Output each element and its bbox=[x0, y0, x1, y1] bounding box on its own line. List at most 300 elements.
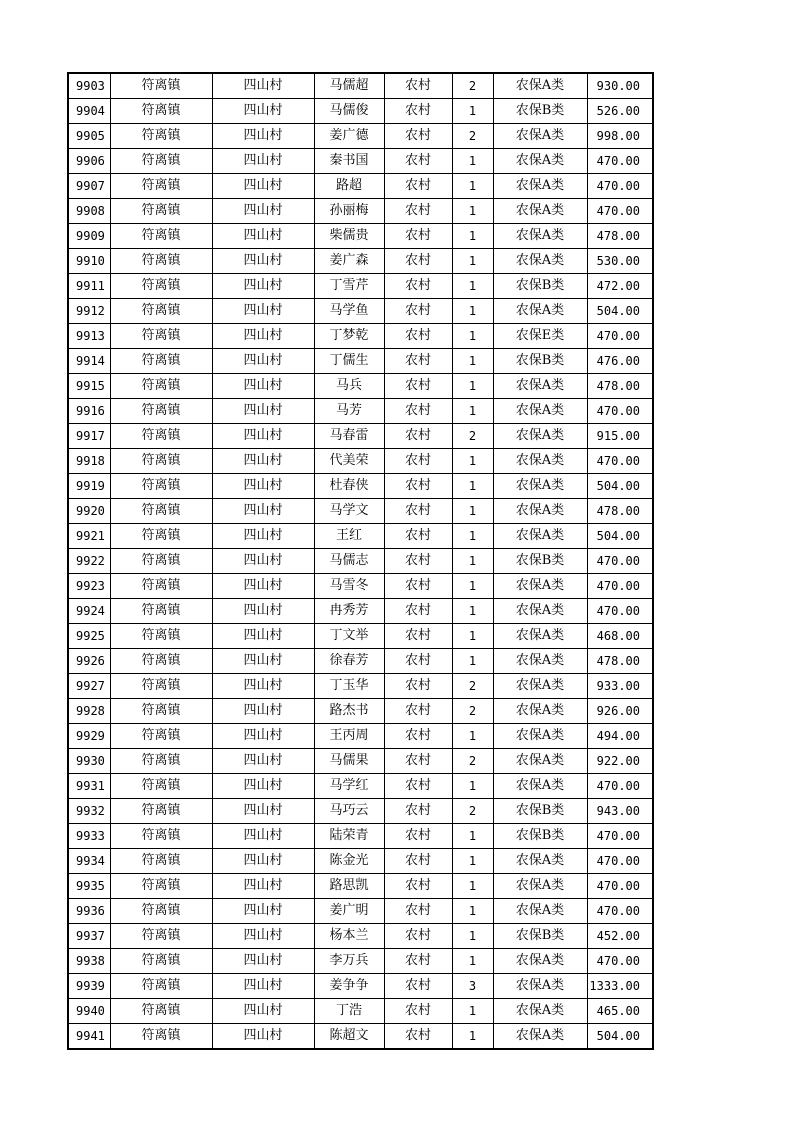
cell-name: 马儒果 bbox=[314, 749, 384, 774]
cell-town: 符离镇 bbox=[110, 1024, 212, 1050]
cell-village: 四山村 bbox=[212, 549, 314, 574]
cell-name: 马春雷 bbox=[314, 424, 384, 449]
table-row bbox=[68, 574, 653, 599]
cell-id: 9923 bbox=[68, 574, 110, 599]
cell-category: 农保B类 bbox=[493, 924, 587, 949]
cell-village: 四山村 bbox=[212, 699, 314, 724]
cell-id: 9918 bbox=[68, 449, 110, 474]
cell-town: 符离镇 bbox=[110, 749, 212, 774]
cell-amount: 504.00 bbox=[587, 474, 653, 499]
cell-count: 1 bbox=[452, 599, 493, 624]
table-row bbox=[68, 599, 653, 624]
cell-name: 徐春芳 bbox=[314, 649, 384, 674]
cell-id: 9915 bbox=[68, 374, 110, 399]
table-row bbox=[68, 524, 653, 549]
cell-id: 9920 bbox=[68, 499, 110, 524]
cell-id: 9908 bbox=[68, 199, 110, 224]
cell-count: 1 bbox=[452, 724, 493, 749]
cell-town: 符离镇 bbox=[110, 324, 212, 349]
cell-amount: 926.00 bbox=[587, 699, 653, 724]
cell-category: 农保B类 bbox=[493, 349, 587, 374]
cell-area: 农村 bbox=[384, 149, 452, 174]
cell-count: 1 bbox=[452, 849, 493, 874]
cell-town: 符离镇 bbox=[110, 499, 212, 524]
cell-village: 四山村 bbox=[212, 924, 314, 949]
table-row bbox=[68, 699, 653, 724]
cell-category: 农保A类 bbox=[493, 899, 587, 924]
table-row bbox=[68, 949, 653, 974]
cell-area: 农村 bbox=[384, 249, 452, 274]
cell-town: 符离镇 bbox=[110, 249, 212, 274]
table-row bbox=[68, 374, 653, 399]
cell-town: 符离镇 bbox=[110, 824, 212, 849]
cell-id: 9929 bbox=[68, 724, 110, 749]
cell-amount: 470.00 bbox=[587, 949, 653, 974]
cell-count: 3 bbox=[452, 974, 493, 999]
cell-id: 9938 bbox=[68, 949, 110, 974]
cell-village: 四山村 bbox=[212, 274, 314, 299]
cell-name: 马儒超 bbox=[314, 73, 384, 99]
cell-amount: 476.00 bbox=[587, 349, 653, 374]
cell-area: 农村 bbox=[384, 674, 452, 699]
cell-area: 农村 bbox=[384, 724, 452, 749]
cell-name: 李万兵 bbox=[314, 949, 384, 974]
cell-town: 符离镇 bbox=[110, 574, 212, 599]
cell-village: 四山村 bbox=[212, 73, 314, 99]
cell-village: 四山村 bbox=[212, 849, 314, 874]
cell-amount: 922.00 bbox=[587, 749, 653, 774]
table-row bbox=[68, 849, 653, 874]
cell-area: 农村 bbox=[384, 424, 452, 449]
cell-village: 四山村 bbox=[212, 1024, 314, 1050]
cell-amount: 530.00 bbox=[587, 249, 653, 274]
table-row bbox=[68, 249, 653, 274]
cell-category: 农保A类 bbox=[493, 449, 587, 474]
cell-area: 农村 bbox=[384, 974, 452, 999]
cell-village: 四山村 bbox=[212, 599, 314, 624]
cell-area: 农村 bbox=[384, 349, 452, 374]
cell-town: 符离镇 bbox=[110, 399, 212, 424]
cell-village: 四山村 bbox=[212, 824, 314, 849]
cell-name: 陈超文 bbox=[314, 1024, 384, 1050]
cell-amount: 915.00 bbox=[587, 424, 653, 449]
cell-count: 1 bbox=[452, 499, 493, 524]
cell-id: 9914 bbox=[68, 349, 110, 374]
cell-town: 符离镇 bbox=[110, 774, 212, 799]
cell-name: 丁玉华 bbox=[314, 674, 384, 699]
cell-amount: 470.00 bbox=[587, 774, 653, 799]
cell-category: 农保A类 bbox=[493, 73, 587, 99]
cell-area: 农村 bbox=[384, 474, 452, 499]
cell-village: 四山村 bbox=[212, 424, 314, 449]
cell-count: 2 bbox=[452, 749, 493, 774]
cell-village: 四山村 bbox=[212, 799, 314, 824]
cell-name: 马学文 bbox=[314, 499, 384, 524]
cell-area: 农村 bbox=[384, 274, 452, 299]
cell-id: 9932 bbox=[68, 799, 110, 824]
cell-amount: 478.00 bbox=[587, 649, 653, 674]
cell-count: 1 bbox=[452, 349, 493, 374]
cell-town: 符离镇 bbox=[110, 699, 212, 724]
cell-count: 1 bbox=[452, 174, 493, 199]
cell-name: 杨本兰 bbox=[314, 924, 384, 949]
cell-category: 农保A类 bbox=[493, 499, 587, 524]
cell-area: 农村 bbox=[384, 874, 452, 899]
table-row bbox=[68, 299, 653, 324]
cell-category: 农保A类 bbox=[493, 374, 587, 399]
cell-id: 9928 bbox=[68, 699, 110, 724]
cell-amount: 943.00 bbox=[587, 799, 653, 824]
cell-area: 农村 bbox=[384, 849, 452, 874]
cell-village: 四山村 bbox=[212, 574, 314, 599]
cell-name: 路杰书 bbox=[314, 699, 384, 724]
cell-area: 农村 bbox=[384, 299, 452, 324]
cell-category: 农保B类 bbox=[493, 274, 587, 299]
cell-id: 9926 bbox=[68, 649, 110, 674]
table-row bbox=[68, 124, 653, 149]
cell-area: 农村 bbox=[384, 324, 452, 349]
cell-category: 农保A类 bbox=[493, 674, 587, 699]
cell-count: 1 bbox=[452, 99, 493, 124]
cell-category: 农保A类 bbox=[493, 199, 587, 224]
cell-id: 9931 bbox=[68, 774, 110, 799]
cell-area: 农村 bbox=[384, 124, 452, 149]
table-row bbox=[68, 224, 653, 249]
cell-category: 农保B类 bbox=[493, 824, 587, 849]
cell-id: 9930 bbox=[68, 749, 110, 774]
cell-name: 丁儒生 bbox=[314, 349, 384, 374]
cell-count: 1 bbox=[452, 274, 493, 299]
cell-category: 农保A类 bbox=[493, 874, 587, 899]
cell-town: 符离镇 bbox=[110, 849, 212, 874]
cell-village: 四山村 bbox=[212, 124, 314, 149]
cell-id: 9934 bbox=[68, 849, 110, 874]
cell-area: 农村 bbox=[384, 949, 452, 974]
data-table bbox=[67, 72, 654, 1050]
cell-town: 符离镇 bbox=[110, 174, 212, 199]
cell-town: 符离镇 bbox=[110, 799, 212, 824]
cell-id: 9904 bbox=[68, 99, 110, 124]
cell-amount: 998.00 bbox=[587, 124, 653, 149]
cell-amount: 1333.00 bbox=[587, 974, 653, 999]
table-row bbox=[68, 73, 653, 99]
cell-id: 9909 bbox=[68, 224, 110, 249]
cell-name: 丁浩 bbox=[314, 999, 384, 1024]
cell-town: 符离镇 bbox=[110, 949, 212, 974]
cell-amount: 478.00 bbox=[587, 499, 653, 524]
cell-name: 马芳 bbox=[314, 399, 384, 424]
cell-name: 姜广森 bbox=[314, 249, 384, 274]
cell-count: 1 bbox=[452, 374, 493, 399]
cell-count: 1 bbox=[452, 874, 493, 899]
cell-category: 农保A类 bbox=[493, 849, 587, 874]
table-row bbox=[68, 999, 653, 1024]
cell-town: 符离镇 bbox=[110, 374, 212, 399]
cell-amount: 470.00 bbox=[587, 399, 653, 424]
table-row bbox=[68, 399, 653, 424]
table-row bbox=[68, 824, 653, 849]
cell-area: 农村 bbox=[384, 699, 452, 724]
cell-category: 农保A类 bbox=[493, 149, 587, 174]
cell-amount: 478.00 bbox=[587, 224, 653, 249]
cell-count: 2 bbox=[452, 73, 493, 99]
cell-count: 2 bbox=[452, 699, 493, 724]
cell-area: 农村 bbox=[384, 574, 452, 599]
cell-area: 农村 bbox=[384, 824, 452, 849]
cell-id: 9941 bbox=[68, 1024, 110, 1050]
cell-town: 符离镇 bbox=[110, 274, 212, 299]
cell-count: 1 bbox=[452, 474, 493, 499]
cell-category: 农保B类 bbox=[493, 799, 587, 824]
cell-name: 马雪冬 bbox=[314, 574, 384, 599]
table-row bbox=[68, 449, 653, 474]
table-row bbox=[68, 674, 653, 699]
cell-count: 1 bbox=[452, 299, 493, 324]
cell-category: 农保A类 bbox=[493, 574, 587, 599]
cell-area: 农村 bbox=[384, 1024, 452, 1050]
cell-village: 四山村 bbox=[212, 524, 314, 549]
cell-village: 四山村 bbox=[212, 749, 314, 774]
cell-name: 马巧云 bbox=[314, 799, 384, 824]
cell-category: 农保A类 bbox=[493, 974, 587, 999]
cell-name: 王红 bbox=[314, 524, 384, 549]
cell-category: 农保A类 bbox=[493, 424, 587, 449]
cell-name: 姜广德 bbox=[314, 124, 384, 149]
cell-area: 农村 bbox=[384, 524, 452, 549]
cell-village: 四山村 bbox=[212, 399, 314, 424]
cell-town: 符离镇 bbox=[110, 349, 212, 374]
cell-id: 9925 bbox=[68, 624, 110, 649]
cell-area: 农村 bbox=[384, 749, 452, 774]
cell-category: 农保A类 bbox=[493, 649, 587, 674]
cell-amount: 472.00 bbox=[587, 274, 653, 299]
cell-amount: 470.00 bbox=[587, 849, 653, 874]
cell-area: 农村 bbox=[384, 624, 452, 649]
cell-village: 四山村 bbox=[212, 174, 314, 199]
cell-area: 农村 bbox=[384, 499, 452, 524]
cell-town: 符离镇 bbox=[110, 674, 212, 699]
cell-category: 农保B类 bbox=[493, 549, 587, 574]
cell-category: 农保E类 bbox=[493, 324, 587, 349]
cell-id: 9935 bbox=[68, 874, 110, 899]
cell-count: 1 bbox=[452, 924, 493, 949]
table-row bbox=[68, 499, 653, 524]
table-row bbox=[68, 474, 653, 499]
cell-id: 9936 bbox=[68, 899, 110, 924]
cell-id: 9919 bbox=[68, 474, 110, 499]
cell-village: 四山村 bbox=[212, 474, 314, 499]
cell-count: 1 bbox=[452, 449, 493, 474]
cell-amount: 526.00 bbox=[587, 99, 653, 124]
cell-village: 四山村 bbox=[212, 324, 314, 349]
cell-category: 农保A类 bbox=[493, 699, 587, 724]
cell-category: 农保A类 bbox=[493, 299, 587, 324]
cell-category: 农保A类 bbox=[493, 624, 587, 649]
cell-count: 2 bbox=[452, 124, 493, 149]
cell-town: 符离镇 bbox=[110, 874, 212, 899]
cell-amount: 470.00 bbox=[587, 149, 653, 174]
cell-name: 路超 bbox=[314, 174, 384, 199]
table-row bbox=[68, 624, 653, 649]
table-row bbox=[68, 199, 653, 224]
cell-area: 农村 bbox=[384, 174, 452, 199]
cell-amount: 930.00 bbox=[587, 73, 653, 99]
cell-count: 2 bbox=[452, 799, 493, 824]
cell-town: 符离镇 bbox=[110, 124, 212, 149]
cell-amount: 504.00 bbox=[587, 524, 653, 549]
cell-amount: 470.00 bbox=[587, 824, 653, 849]
cell-amount: 470.00 bbox=[587, 599, 653, 624]
cell-area: 农村 bbox=[384, 549, 452, 574]
cell-town: 符离镇 bbox=[110, 549, 212, 574]
cell-name: 柴儒贵 bbox=[314, 224, 384, 249]
cell-count: 1 bbox=[452, 324, 493, 349]
cell-id: 9911 bbox=[68, 274, 110, 299]
cell-town: 符离镇 bbox=[110, 924, 212, 949]
cell-category: 农保A类 bbox=[493, 999, 587, 1024]
cell-amount: 494.00 bbox=[587, 724, 653, 749]
cell-name: 孙丽梅 bbox=[314, 199, 384, 224]
cell-village: 四山村 bbox=[212, 449, 314, 474]
cell-town: 符离镇 bbox=[110, 649, 212, 674]
cell-area: 农村 bbox=[384, 374, 452, 399]
cell-village: 四山村 bbox=[212, 999, 314, 1024]
cell-count: 2 bbox=[452, 424, 493, 449]
cell-village: 四山村 bbox=[212, 649, 314, 674]
cell-name: 丁文举 bbox=[314, 624, 384, 649]
cell-village: 四山村 bbox=[212, 624, 314, 649]
table-row bbox=[68, 424, 653, 449]
cell-count: 1 bbox=[452, 649, 493, 674]
cell-amount: 470.00 bbox=[587, 199, 653, 224]
cell-area: 农村 bbox=[384, 799, 452, 824]
cell-area: 农村 bbox=[384, 224, 452, 249]
table-row bbox=[68, 174, 653, 199]
table-row bbox=[68, 349, 653, 374]
cell-name: 冉秀芳 bbox=[314, 599, 384, 624]
cell-town: 符离镇 bbox=[110, 424, 212, 449]
cell-category: 农保B类 bbox=[493, 99, 587, 124]
cell-name: 路思凯 bbox=[314, 874, 384, 899]
cell-village: 四山村 bbox=[212, 299, 314, 324]
cell-town: 符离镇 bbox=[110, 149, 212, 174]
cell-count: 1 bbox=[452, 774, 493, 799]
cell-amount: 478.00 bbox=[587, 374, 653, 399]
cell-name: 王丙周 bbox=[314, 724, 384, 749]
table-row bbox=[68, 274, 653, 299]
cell-category: 农保A类 bbox=[493, 249, 587, 274]
cell-count: 2 bbox=[452, 674, 493, 699]
table-row bbox=[68, 649, 653, 674]
cell-id: 9906 bbox=[68, 149, 110, 174]
cell-count: 1 bbox=[452, 149, 493, 174]
cell-count: 1 bbox=[452, 1024, 493, 1050]
cell-name: 马儒志 bbox=[314, 549, 384, 574]
cell-count: 1 bbox=[452, 549, 493, 574]
cell-category: 农保A类 bbox=[493, 474, 587, 499]
cell-amount: 470.00 bbox=[587, 549, 653, 574]
cell-village: 四山村 bbox=[212, 374, 314, 399]
cell-village: 四山村 bbox=[212, 974, 314, 999]
cell-name: 丁梦乾 bbox=[314, 324, 384, 349]
table-row bbox=[68, 799, 653, 824]
cell-town: 符离镇 bbox=[110, 449, 212, 474]
cell-village: 四山村 bbox=[212, 724, 314, 749]
cell-village: 四山村 bbox=[212, 499, 314, 524]
cell-town: 符离镇 bbox=[110, 624, 212, 649]
cell-town: 符离镇 bbox=[110, 299, 212, 324]
cell-town: 符离镇 bbox=[110, 724, 212, 749]
cell-id: 9912 bbox=[68, 299, 110, 324]
cell-name: 马兵 bbox=[314, 374, 384, 399]
cell-town: 符离镇 bbox=[110, 899, 212, 924]
cell-name: 陈金光 bbox=[314, 849, 384, 874]
cell-id: 9916 bbox=[68, 399, 110, 424]
cell-count: 1 bbox=[452, 574, 493, 599]
cell-area: 农村 bbox=[384, 99, 452, 124]
table-row bbox=[68, 324, 653, 349]
cell-village: 四山村 bbox=[212, 949, 314, 974]
cell-town: 符离镇 bbox=[110, 73, 212, 99]
cell-count: 1 bbox=[452, 399, 493, 424]
cell-town: 符离镇 bbox=[110, 524, 212, 549]
cell-area: 农村 bbox=[384, 449, 452, 474]
cell-town: 符离镇 bbox=[110, 999, 212, 1024]
table-row bbox=[68, 874, 653, 899]
cell-town: 符离镇 bbox=[110, 474, 212, 499]
cell-village: 四山村 bbox=[212, 249, 314, 274]
cell-area: 农村 bbox=[384, 924, 452, 949]
cell-amount: 504.00 bbox=[587, 1024, 653, 1050]
cell-count: 1 bbox=[452, 524, 493, 549]
table-row bbox=[68, 774, 653, 799]
cell-name: 丁雪芹 bbox=[314, 274, 384, 299]
cell-village: 四山村 bbox=[212, 224, 314, 249]
cell-name: 杜春侠 bbox=[314, 474, 384, 499]
cell-amount: 470.00 bbox=[587, 174, 653, 199]
cell-category: 农保A类 bbox=[493, 224, 587, 249]
cell-village: 四山村 bbox=[212, 899, 314, 924]
cell-name: 秦书国 bbox=[314, 149, 384, 174]
cell-category: 农保A类 bbox=[493, 749, 587, 774]
cell-count: 1 bbox=[452, 999, 493, 1024]
cell-amount: 470.00 bbox=[587, 874, 653, 899]
table-row bbox=[68, 899, 653, 924]
cell-category: 农保A类 bbox=[493, 174, 587, 199]
cell-amount: 470.00 bbox=[587, 899, 653, 924]
cell-amount: 470.00 bbox=[587, 449, 653, 474]
cell-id: 9937 bbox=[68, 924, 110, 949]
cell-id: 9922 bbox=[68, 549, 110, 574]
cell-town: 符离镇 bbox=[110, 199, 212, 224]
cell-category: 农保A类 bbox=[493, 774, 587, 799]
table-row bbox=[68, 99, 653, 124]
cell-name: 姜争争 bbox=[314, 974, 384, 999]
cell-area: 农村 bbox=[384, 199, 452, 224]
cell-name: 代美荣 bbox=[314, 449, 384, 474]
cell-town: 符离镇 bbox=[110, 599, 212, 624]
table-row bbox=[68, 974, 653, 999]
cell-area: 农村 bbox=[384, 774, 452, 799]
table-row bbox=[68, 924, 653, 949]
cell-count: 1 bbox=[452, 899, 493, 924]
cell-id: 9921 bbox=[68, 524, 110, 549]
cell-town: 符离镇 bbox=[110, 224, 212, 249]
cell-category: 农保A类 bbox=[493, 724, 587, 749]
cell-amount: 465.00 bbox=[587, 999, 653, 1024]
cell-category: 农保A类 bbox=[493, 399, 587, 424]
cell-town: 符离镇 bbox=[110, 99, 212, 124]
